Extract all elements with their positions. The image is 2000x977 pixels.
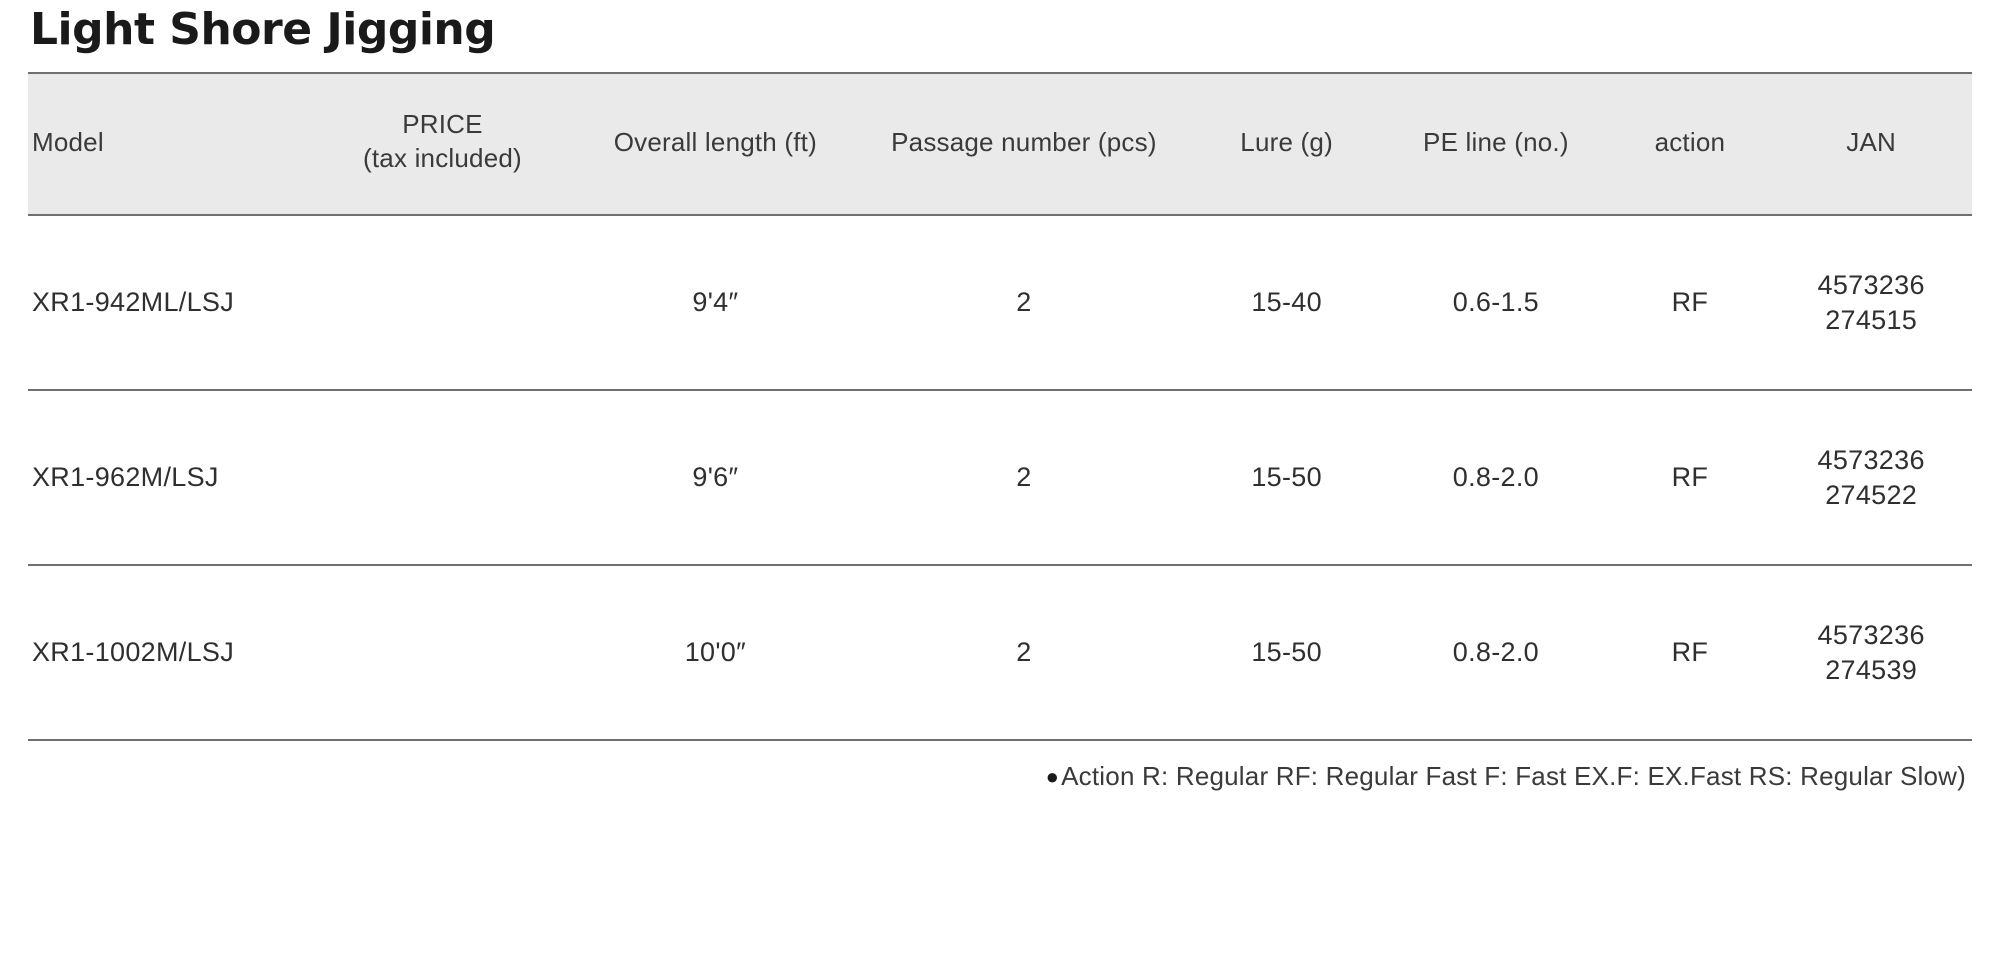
cell-jan xyxy=(1770,390,1972,565)
cell-action: RF xyxy=(1671,462,1709,493)
page-title: Light Shore Jigging xyxy=(30,4,496,55)
column-header-overall-length: Overall length (ft) xyxy=(574,73,857,215)
cell-jan-line1: 4573236 xyxy=(1817,445,1925,476)
bullet-icon: ● xyxy=(1045,763,1060,789)
footnote-text: Action R: Regular RF: Regular Fast F: Fast EX.F: EX.Fast RS: Regular Slow) xyxy=(1061,761,1966,792)
cell-pe-line: 0.6-1.5 xyxy=(1452,287,1539,318)
column-header-pe-line: PE line (no.) xyxy=(1382,73,1609,215)
column-header-passage-number: Passage number (pcs) xyxy=(857,73,1191,215)
specification-table xyxy=(28,72,1972,741)
cell-jan-line2: 274539 xyxy=(1825,654,1918,685)
column-header-price-line2: (tax included) xyxy=(363,143,522,174)
table-header-row xyxy=(28,73,1972,215)
cell-lure: 15-40 xyxy=(1251,287,1322,318)
cell-jan-line2: 274522 xyxy=(1825,479,1918,510)
table-row xyxy=(28,390,1972,565)
cell-pe-line: 0.8-2.0 xyxy=(1452,462,1539,493)
cell-passage-number: 2 xyxy=(1016,462,1032,493)
cell-pe-line: 0.8-2.0 xyxy=(1452,637,1539,668)
table-row xyxy=(28,565,1972,740)
cell-price xyxy=(311,565,574,740)
cell-overall-length: 10'0″ xyxy=(684,637,746,668)
column-header-model: Model xyxy=(28,73,311,215)
cell-model: XR1-942ML/LSJ xyxy=(32,287,234,318)
column-header-jan: JAN xyxy=(1770,73,1972,215)
column-header-price xyxy=(311,73,574,215)
cell-overall-length: 9'4″ xyxy=(692,287,739,318)
cell-model: XR1-962M/LSJ xyxy=(32,462,219,493)
cell-jan xyxy=(1770,215,1972,390)
cell-model: XR1-1002M/LSJ xyxy=(32,637,234,668)
cell-passage-number: 2 xyxy=(1016,287,1032,318)
cell-lure: 15-50 xyxy=(1251,462,1322,493)
cell-price xyxy=(311,390,574,565)
cell-jan-line1: 4573236 xyxy=(1817,269,1925,300)
cell-price xyxy=(311,215,574,390)
footnote xyxy=(28,741,1972,792)
column-header-action: action xyxy=(1609,73,1770,215)
cell-jan-line1: 4573236 xyxy=(1817,620,1925,651)
table-header xyxy=(28,73,1972,215)
column-header-price-line1: PRICE xyxy=(402,109,483,140)
cell-action: RF xyxy=(1671,287,1709,318)
table-row xyxy=(28,215,1972,390)
cell-action: RF xyxy=(1671,637,1709,668)
cell-passage-number: 2 xyxy=(1016,637,1032,668)
column-header-lure: Lure (g) xyxy=(1191,73,1382,215)
table-body xyxy=(28,215,1972,740)
cell-jan xyxy=(1770,565,1972,740)
cell-jan-line2: 274515 xyxy=(1825,304,1918,335)
cell-lure: 15-50 xyxy=(1251,637,1322,668)
cell-overall-length: 9'6″ xyxy=(692,462,739,493)
